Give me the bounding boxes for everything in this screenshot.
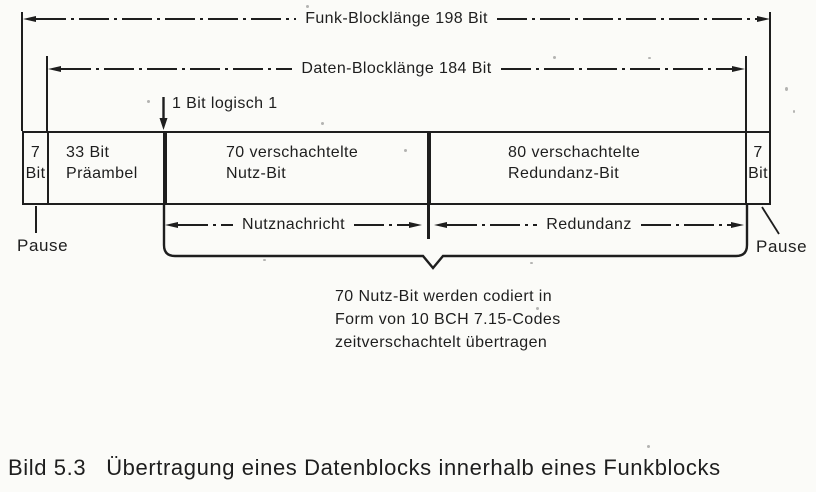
nutznachricht-label: Nutznachricht xyxy=(241,216,346,233)
bch-note-line: zeitverschachtelt übertragen xyxy=(335,334,548,351)
scan-speck xyxy=(530,262,533,264)
arrowhead-left-icon xyxy=(48,66,61,72)
cell-pause-bits-right xyxy=(745,133,769,203)
dimension-line xyxy=(641,224,731,226)
scan-speck xyxy=(647,445,650,448)
bch-note xyxy=(335,285,561,354)
scan-speck xyxy=(147,100,150,103)
arrowhead-left-icon xyxy=(434,222,447,228)
figure-caption xyxy=(8,455,721,481)
cell-nutz-bits xyxy=(163,133,427,203)
cell-text: Nutz-Bit xyxy=(226,165,287,182)
cell-text: 33 Bit xyxy=(66,144,110,161)
divider-tick xyxy=(427,205,430,239)
scan-speck xyxy=(404,149,407,152)
arrowhead-left-icon xyxy=(165,222,178,228)
nutznachricht-dimension xyxy=(165,217,422,233)
cell-praeambel xyxy=(47,133,163,203)
figure-number: Bild 5.3 xyxy=(8,455,87,480)
scan-speck xyxy=(306,5,309,8)
scan-speck xyxy=(321,122,324,125)
bit-logisch-label: 1 Bit logisch 1 xyxy=(172,95,278,112)
dimension-line xyxy=(497,18,757,20)
scan-speck xyxy=(553,56,556,59)
pause-left-leader-line xyxy=(35,206,37,233)
arrowhead-right-icon xyxy=(409,222,422,228)
scan-speck xyxy=(263,259,266,261)
scan-speck xyxy=(793,110,795,113)
daten-blocklaenge-dimension xyxy=(48,61,745,77)
bit-arrow-head-icon xyxy=(160,118,168,130)
pause-right-leader-line xyxy=(762,207,779,234)
figure-title: Übertragung eines Datenblocks innerhalb eines Funkblocks xyxy=(106,455,721,480)
cell-text: Präambel xyxy=(66,165,138,182)
dimension-line xyxy=(501,68,732,70)
scan-speck xyxy=(536,307,539,310)
cell-text: 7 xyxy=(30,144,41,161)
extension-line-daten-right xyxy=(745,56,747,131)
bch-note-line: Form von 10 BCH 7.15-Codes xyxy=(335,311,561,328)
bch-note-line: 70 Nutz-Bit werden codiert in xyxy=(335,288,553,305)
brace xyxy=(164,205,747,268)
funk-blocklaenge-dimension xyxy=(23,11,770,27)
frame-block xyxy=(22,131,771,205)
cell-text: Bit xyxy=(748,165,768,182)
arrowhead-right-icon xyxy=(732,66,745,72)
dimension-line xyxy=(61,68,292,70)
cell-text: Bit xyxy=(25,165,46,182)
pause-label-left: Pause xyxy=(17,236,69,255)
cell-text: 7 xyxy=(753,144,763,161)
arrowhead-left-icon xyxy=(23,16,36,22)
cell-redundanz-bits xyxy=(427,133,745,203)
funk-blocklaenge-label: Funk-Blocklänge 198 Bit xyxy=(305,10,488,27)
redundanz-dimension xyxy=(434,217,744,233)
dimension-line xyxy=(36,18,296,20)
daten-blocklaenge-label: Daten-Blocklänge 184 Bit xyxy=(301,60,492,77)
cell-text: 80 verschachtelte xyxy=(508,144,641,161)
dimension-line xyxy=(178,224,233,226)
scan-speck xyxy=(648,57,651,59)
redundanz-label: Redundanz xyxy=(546,216,632,233)
cell-pause-bits-left xyxy=(24,133,47,203)
pause-label-right: Pause xyxy=(756,237,808,256)
dimension-line xyxy=(354,224,409,226)
extension-line-funk-right xyxy=(769,12,771,131)
extension-line-funk-left xyxy=(21,12,23,131)
scan-speck xyxy=(785,87,788,91)
cell-text: 70 verschachtelte xyxy=(226,144,359,161)
dimension-line xyxy=(447,224,537,226)
arrowhead-right-icon xyxy=(757,16,770,22)
arrowhead-right-icon xyxy=(731,222,744,228)
cell-text: Redundanz-Bit xyxy=(508,165,620,182)
